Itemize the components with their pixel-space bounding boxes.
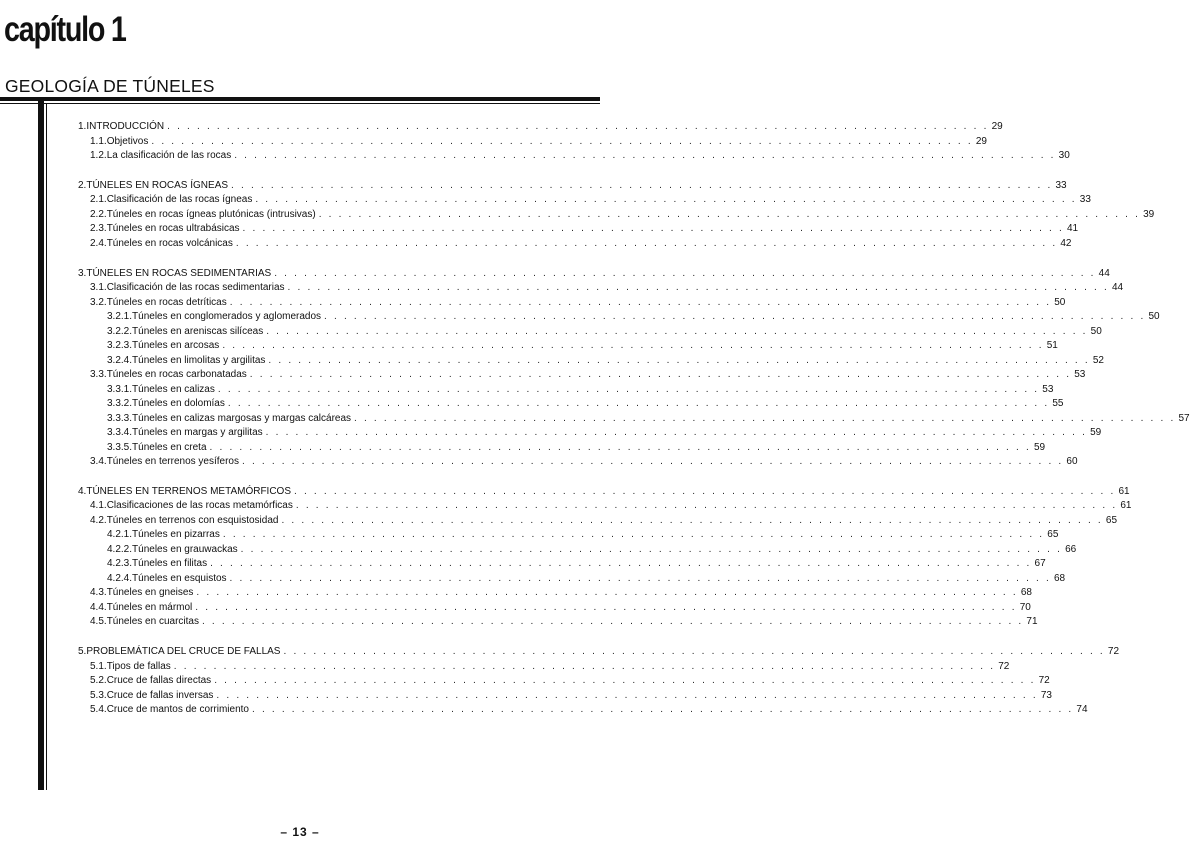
toc-entry-title: Tipos de fallas [106,660,171,672]
toc-dot-leader: . . . . . . . . . . . . . . . . . . . . . . . . . . . . . . . . . . . . . . . . . . . . . . . . . . . . . . . . . . . . . . . . . . . . . . . . . . . . . . . . . . . [227,398,1050,410]
toc-entry [90,368,1086,381]
toc-dot-leader: . . . . . . . . . . . . . . . . . . . . . . . . . . . . . . . . . . . . . . . . . . . . . . . . . . . . . . . . . . . . . . . . . . . . . . . . . . . . . . . . . . . [217,383,1040,395]
toc-dot-leader: . . . . . . . . . . . . . . . . . . . . . . . . . . . . . . . . . . . . . . . . . . . . . . . . . . . . . . . . . . . . . . . . . . . . . . . . . . . . . . . . . . . [234,150,1056,161]
toc-dot-leader: . . . . . . . . . . . . . . . . . . . . . . . . . . . . . . . . . . . . . . . . . . . . . . . . . . . . . . . . . . . . . . . . . . . . . . . . . . . . . . . . . . . [167,121,989,132]
toc-entry [90,281,1124,294]
toc-entry-page: 65 [1105,514,1118,526]
toc-entry [107,310,1160,323]
toc-entry [107,557,1046,570]
toc-entry-title: TÚNELES EN ROCAS SEDIMENTARIAS [86,267,272,279]
toc-entry [90,222,1079,235]
toc-entry-number: 3.3.4. [107,427,133,439]
toc-entry-title: Clasificaciones de las rocas metamórficas [106,500,293,512]
toc-dot-leader: . . . . . . . . . . . . . . . . . . . . . . . . . . . . . . . . . . . . . . . . . . . . . . . . . . . . . . . . . . . . . . . . . . . . . . . . . . . . . . . . . . . [318,208,1141,220]
toc-entry [90,703,1088,716]
toc-entry-number: 3.2.2. [107,325,133,337]
toc-entry-title: Túneles en grauwackas [132,543,238,555]
toc-entry-page: 72 [1107,646,1120,658]
toc-entry-title: Túneles en mármol [106,601,193,613]
toc-entry [107,441,1046,454]
toc-entry-number: 3.2. [90,296,107,308]
toc-dot-leader: . . . . . . . . . . . . . . . . . . . . . . . . . . . . . . . . . . . . . . . . . . . . . . . . . . . . . . . . . . . . . . . . . . . . . . . . . . . . . . . . . . . [354,412,1176,424]
toc-entry-page: 52 [1092,354,1104,366]
toc-entry-title: Túneles en rocas ultrabásicas [106,223,240,235]
toc-entry [90,149,1070,162]
toc-entry-number: 4.1. [90,500,107,512]
toc-entry [78,267,1110,280]
chapter-title: GEOLOGÍA DE TÚNELES [5,76,215,96]
toc-dot-leader: . . . . . . . . . . . . . . . . . . . . . . . . . . . . . . . . . . . . . . . . . . . . . . . . . . . . . . . . . . . . . . . . . . . . . . . . . . . . . . . . . . . [241,456,1064,468]
toc-entry-page: 67 [1034,558,1046,570]
toc-entry [90,514,1118,527]
toc-entry [90,296,1066,309]
toc-entry-page: 59 [1033,441,1046,453]
toc-entry-title: PROBLEMÁTICA DEL CRUCE DE FALLAS [86,646,281,658]
toc-entry [107,325,1102,338]
toc-entry [107,339,1058,352]
toc-entry-page: 74 [1076,704,1088,716]
toc-entry-title: INTRODUCCIÓN [86,121,165,132]
toc-entry-number: 3.3.5. [107,441,133,453]
toc-dot-leader: . . . . . . . . . . . . . . . . . . . . . . . . . . . . . . . . . . . . . . . . . . . . . . . . . . . . . . . . . . . . . . . . . . . . . . . . . . . . . . . . . . . [222,529,1045,541]
left-bar [38,97,44,790]
toc-entry-title: Túneles en margas y argilitas [132,427,263,439]
toc-entry [107,572,1066,585]
toc-dot-leader: . . . . . . . . . . . . . . . . . . . . . . . . . . . . . . . . . . . . . . . . . . . . . . . . . . . . . . . . . . . . . . . . . . . . . . . . . . . . . . . . . . . [229,296,1052,308]
toc-entry-page: 71 [1026,616,1038,628]
toc-entry-number: 4.2.4. [107,572,133,584]
toc-entry-title: Túneles en creta [132,441,207,453]
toc-entry-number: 2.3. [90,223,107,235]
toc-entry [90,601,1031,614]
toc-entry-page: 72 [1038,675,1050,687]
toc-entry-title: Túneles en dolomías [132,398,225,410]
toc-entry-number: 4.2.2. [107,543,133,555]
toc-dot-leader: . . . . . . . . . . . . . . . . . . . . . . . . . . . . . . . . . . . . . . . . . . . . . . . . . . . . . . . . . . . . . . . . . . . . . . . . . . . . . . . . . . . [283,646,1105,658]
toc-dot-leader: . . . . . . . . . . . . . . . . . . . . . . . . . . . . . . . . . . . . . . . . . . . . . . . . . . . . . . . . . . . . . . . . . . . . . . . . . . . . . . . . . . . [216,689,1038,701]
toc-entry-number: 3.1. [90,282,107,294]
toc-entry-title: Túneles en rocas ígneas plutónicas (intrusivas) [106,208,316,220]
toc-dot-leader: . . . . . . . . . . . . . . . . . . . . . . . . . . . . . . . . . . . . . . . . . . . . . . . . . . . . . . . . . . . . . . . . . . . . . . . . . . . . . . . . . . . [201,616,1024,628]
toc-dot-leader: . . . . . . . . . . . . . . . . . . . . . . . . . . . . . . . . . . . . . . . . . . . . . . . . . . . . . . . . . . . . . . . . . . . . . . . . . . . . . . . . . . . [151,135,973,147]
toc-dot-leader: . . . . . . . . . . . . . . . . . . . . . . . . . . . . . . . . . . . . . . . . . . . . . . . . . . . . . . . . . . . . . . . . . . . . . . . . . . . . . . . . . . . [214,675,1036,687]
toc-dot-leader: . . . . . . . . . . . . . . . . . . . . . . . . . . . . . . . . . . . . . . . . . . . . . . . . . . . . . . . . . . . . . . . . . . . . . . . . . . . . . . . . . . . [231,179,1053,191]
toc-dot-leader: . . . . . . . . . . . . . . . . . . . . . . . . . . . . . . . . . . . . . . . . . . . . . . . . . . . . . . . . . . . . . . . . . . . . . . . . . . . . . . . . . . . [196,587,1018,599]
toc-entry [90,237,1072,250]
toc-entry-number: 2.4. [90,237,107,249]
chapter-heading: capítulo 1 [4,10,126,49]
toc-entry-page: 73 [1040,689,1052,701]
toc-entry-number: 1.1. [90,135,107,147]
toc-entry-number: 3.4. [90,456,107,468]
toc-dot-leader: . . . . . . . . . . . . . . . . . . . . . . . . . . . . . . . . . . . . . . . . . . . . . . . . . . . . . . . . . . . . . . . . . . . . . . . . . . . . . . . . . . . [249,369,1072,381]
toc-entry-title: Túneles en rocas carbonatadas [106,369,247,381]
toc-entry-number: 4.3. [90,587,107,599]
toc-dot-leader: . . . . . . . . . . . . . . . . . . . . . . . . . . . . . . . . . . . . . . . . . . . . . . . . . . . . . . . . . . . . . . . . . . . . . . . . . . . . . . . . . . . [294,485,1116,497]
toc-entry-number: 1. [78,121,87,132]
toc-entry-title: Túneles en calizas [132,383,215,395]
toc-entry-page: 68 [1053,572,1066,584]
toc-entry-number: 4.2. [90,514,107,526]
toc-entry-number: 5. [78,646,87,658]
toc-entry [90,660,1010,673]
toc-dot-leader: . . . . . . . . . . . . . . . . . . . . . . . . . . . . . . . . . . . . . . . . . . . . . . . . . . . . . . . . . . . . . . . . . . . . . . . . . . . . . . . . . . . [210,558,1032,570]
toc-entry-title: Túneles en terrenos con esquistosidad [106,514,279,526]
toc-entry-number: 5.2. [90,675,107,687]
toc-entry [107,397,1064,410]
toc-entry [107,412,1190,425]
toc-entry-number: 5.4. [90,704,107,716]
toc-entry-page: 33 [1079,194,1091,206]
toc-entry-page: 44 [1111,282,1124,294]
toc-entry-page: 53 [1074,369,1086,381]
toc-entry-number: 4.2.1. [107,529,133,541]
toc-dot-leader: . . . . . . . . . . . . . . . . . . . . . . . . . . . . . . . . . . . . . . . . . . . . . . . . . . . . . . . . . . . . . . . . . . . . . . . . . . . . . . . . . . . [295,500,1118,512]
toc-entry [107,543,1077,556]
toc-entry [90,135,987,148]
toc-entry-number: 2.1. [90,194,107,206]
toc-entry-page: 68 [1020,587,1032,599]
toc-entry-number: 3.2.3. [107,340,133,352]
toc-dot-leader: . . . . . . . . . . . . . . . . . . . . . . . . . . . . . . . . . . . . . . . . . . . . . . . . . . . . . . . . . . . . . . . . . . . . . . . . . . . . . . . . . . . [240,543,1063,555]
toc-entry-page: 50 [1090,325,1102,337]
toc-entry-number: 3.3.3. [107,412,133,424]
toc-entry-page: 29 [991,121,1003,132]
toc-dot-leader: . . . . . . . . . . . . . . . . . . . . . . . . . . . . . . . . . . . . . . . . . . . . . . . . . . . . . . . . . . . . . . . . . . . . . . . . . . . . . . . . . . . [209,441,1031,453]
toc-entry-number: 4.2.3. [107,558,133,570]
toc-entry-number: 2.2. [90,208,107,220]
toc-entry-page: 57 [1178,412,1190,424]
toc-entry-number: 1.2. [90,150,107,161]
toc-entry-number: 2. [78,179,87,191]
toc-entry-page: 65 [1047,529,1059,541]
toc-entry-page: 70 [1019,601,1031,613]
toc-entry-number: 3.2.4. [107,354,133,366]
toc-entry-title: Túneles en conglomerados y aglomerados [132,311,322,323]
toc-entry-title: Objetivos [106,135,149,147]
toc-entry-number: 4.5. [90,616,107,628]
toc-dot-leader: . . . . . . . . . . . . . . . . . . . . . . . . . . . . . . . . . . . . . . . . . . . . . . . . . . . . . . . . . . . . . . . . . . . . . . . . . . . . . . . . . . . [324,311,1146,323]
toc-entry-page: 44 [1098,267,1110,279]
toc-entry-page: 53 [1042,383,1054,395]
toc-entry [78,485,1130,498]
toc-dot-leader: . . . . . . . . . . . . . . . . . . . . . . . . . . . . . . . . . . . . . . . . . . . . . . . . . . . . . . . . . . . . . . . . . . . . . . . . . . . . . . . . . . . [222,340,1044,352]
toc-entry-page: 30 [1058,150,1070,161]
toc-entry-page: 55 [1052,398,1064,410]
toc-entry-number: 3.3.2. [107,398,133,410]
toc-dot-leader: . . . . . . . . . . . . . . . . . . . . . . . . . . . . . . . . . . . . . . . . . . . . . . . . . . . . . . . . . . . . . . . . . . . . . . . . . . . . . . . . . . . [195,601,1017,613]
toc-entry-number: 3.2.1. [107,311,133,323]
toc-dot-leader: . . . . . . . . . . . . . . . . . . . . . . . . . . . . . . . . . . . . . . . . . . . . . . . . . . . . . . . . . . . . . . . . . . . . . . . . . . . . . . . . . . . [173,660,996,672]
toc-entry-page: 72 [998,660,1010,672]
toc-dot-leader: . . . . . . . . . . . . . . . . . . . . . . . . . . . . . . . . . . . . . . . . . . . . . . . . . . . . . . . . . . . . . . . . . . . . . . . . . . . . . . . . . . . [242,223,1064,235]
toc-entry-page: 50 [1054,296,1066,308]
toc-dot-leader: . . . . . . . . . . . . . . . . . . . . . . . . . . . . . . . . . . . . . . . . . . . . . . . . . . . . . . . . . . . . . . . . . . . . . . . . . . . . . . . . . . . [251,704,1074,716]
toc-entry-title: Túneles en arcosas [132,340,220,352]
toc-entry-page: 51 [1046,340,1058,352]
toc-entry [90,689,1052,702]
toc-entry-title: Cruce de fallas inversas [106,689,214,701]
toc-entry-title: Túneles en cuarcitas [106,616,199,628]
toc-entry [78,645,1120,658]
toc-entry-page: 60 [1066,456,1078,468]
toc-dot-leader: . . . . . . . . . . . . . . . . . . . . . . . . . . . . . . . . . . . . . . . . . . . . . . . . . . . . . . . . . . . . . . . . . . . . . . . . . . . . . . . . . . . [281,514,1103,526]
toc-entry-page: 61 [1118,485,1130,497]
toc-entry [107,426,1102,439]
toc-entry-title: Túneles en filitas [132,558,208,570]
toc-entry-title: Túneles en limolitas y argilitas [132,354,266,366]
toc-entry-title: Clasificación de las rocas ígneas [106,194,253,206]
toc-dot-leader: . . . . . . . . . . . . . . . . . . . . . . . . . . . . . . . . . . . . . . . . . . . . . . . . . . . . . . . . . . . . . . . . . . . . . . . . . . . . . . . . . . . [266,325,1088,337]
toc-entry [90,586,1032,599]
toc-entry-page: 29 [975,135,987,147]
toc-entry-number: 4.4. [90,601,107,613]
toc-entry [78,179,1067,192]
toc-entry-page: 33 [1055,179,1067,191]
toc-entry [107,354,1104,367]
toc-entry-title: Túneles en rocas volcánicas [106,237,233,249]
toc-entry-page: 66 [1065,543,1077,555]
toc-entry-title: Túneles en calizas margosas y margas calcáreas [132,412,352,424]
toc-entry-page: 59 [1090,427,1102,439]
toc-entry [90,208,1155,221]
toc-entry [90,193,1091,206]
toc-entry [90,455,1078,468]
toc-dot-leader: . . . . . . . . . . . . . . . . . . . . . . . . . . . . . . . . . . . . . . . . . . . . . . . . . . . . . . . . . . . . . . . . . . . . . . . . . . . . . . . . . . . [265,427,1088,439]
toc-entry-title: Cruce de fallas directas [106,675,212,687]
toc-entry-title: Túneles en esquistos [132,572,227,584]
toc-entry [107,528,1059,541]
toc-entry-page: 42 [1060,237,1072,249]
toc-entry-page: 39 [1143,208,1155,220]
toc-entry-title: La clasificación de las rocas [106,150,232,161]
toc-dot-leader: . . . . . . . . . . . . . . . . . . . . . . . . . . . . . . . . . . . . . . . . . . . . . . . . . . . . . . . . . . . . . . . . . . . . . . . . . . . . . . . . . . . [287,282,1109,294]
toc-entry-number: 4. [78,485,87,497]
left-bar-thin [46,104,47,790]
toc-entry-number: 3.3. [90,369,107,381]
toc-entry-title: Túneles en terrenos yesíferos [106,456,239,468]
toc-entry-title: Túneles en gneises [106,587,194,599]
toc-entry-title: Túneles en pizarras [132,529,220,541]
toc-entry [78,120,1003,133]
toc-dot-leader: . . . . . . . . . . . . . . . . . . . . . . . . . . . . . . . . . . . . . . . . . . . . . . . . . . . . . . . . . . . . . . . . . . . . . . . . . . . . . . . . . . . [268,354,1090,366]
toc-entry [90,615,1038,628]
toc-entry-title: Túneles en rocas detríticas [106,296,227,308]
toc-dot-leader: . . . . . . . . . . . . . . . . . . . . . . . . . . . . . . . . . . . . . . . . . . . . . . . . . . . . . . . . . . . . . . . . . . . . . . . . . . . . . . . . . . . [274,267,1096,279]
toc-entry-page: 61 [1120,500,1132,512]
toc-dot-leader: . . . . . . . . . . . . . . . . . . . . . . . . . . . . . . . . . . . . . . . . . . . . . . . . . . . . . . . . . . . . . . . . . . . . . . . . . . . . . . . . . . . [229,572,1051,584]
toc-entry [90,674,1050,687]
toc-entry-number: 5.3. [90,689,107,701]
toc-entry-page: 50 [1148,311,1160,323]
toc-entry-number: 3.3.1. [107,383,133,395]
toc-entry-title: TÚNELES EN ROCAS ÍGNEAS [86,179,229,191]
toc-entry-number: 3. [78,267,87,279]
toc-entry-title: Túneles en areniscas silíceas [132,325,264,337]
toc-entry-title: Clasificación de las rocas sedimentarias [106,282,285,294]
page-number: – 13 – [280,825,320,839]
top-rule [0,97,600,101]
toc-entry [90,499,1132,512]
toc-entry [107,383,1054,396]
toc-entry-title: Cruce de mantos de corrimiento [106,704,249,716]
toc-dot-leader: . . . . . . . . . . . . . . . . . . . . . . . . . . . . . . . . . . . . . . . . . . . . . . . . . . . . . . . . . . . . . . . . . . . . . . . . . . . . . . . . . . . [255,194,1077,206]
top-rule-thin [0,103,600,104]
toc-entry-page: 41 [1066,223,1079,235]
toc-entry-number: 5.1. [90,660,107,672]
toc-dot-leader: . . . . . . . . . . . . . . . . . . . . . . . . . . . . . . . . . . . . . . . . . . . . . . . . . . . . . . . . . . . . . . . . . . . . . . . . . . . . . . . . . . . [235,237,1058,249]
toc-entry-title: TÚNELES EN TERRENOS METAMÓRFICOS [86,485,291,497]
